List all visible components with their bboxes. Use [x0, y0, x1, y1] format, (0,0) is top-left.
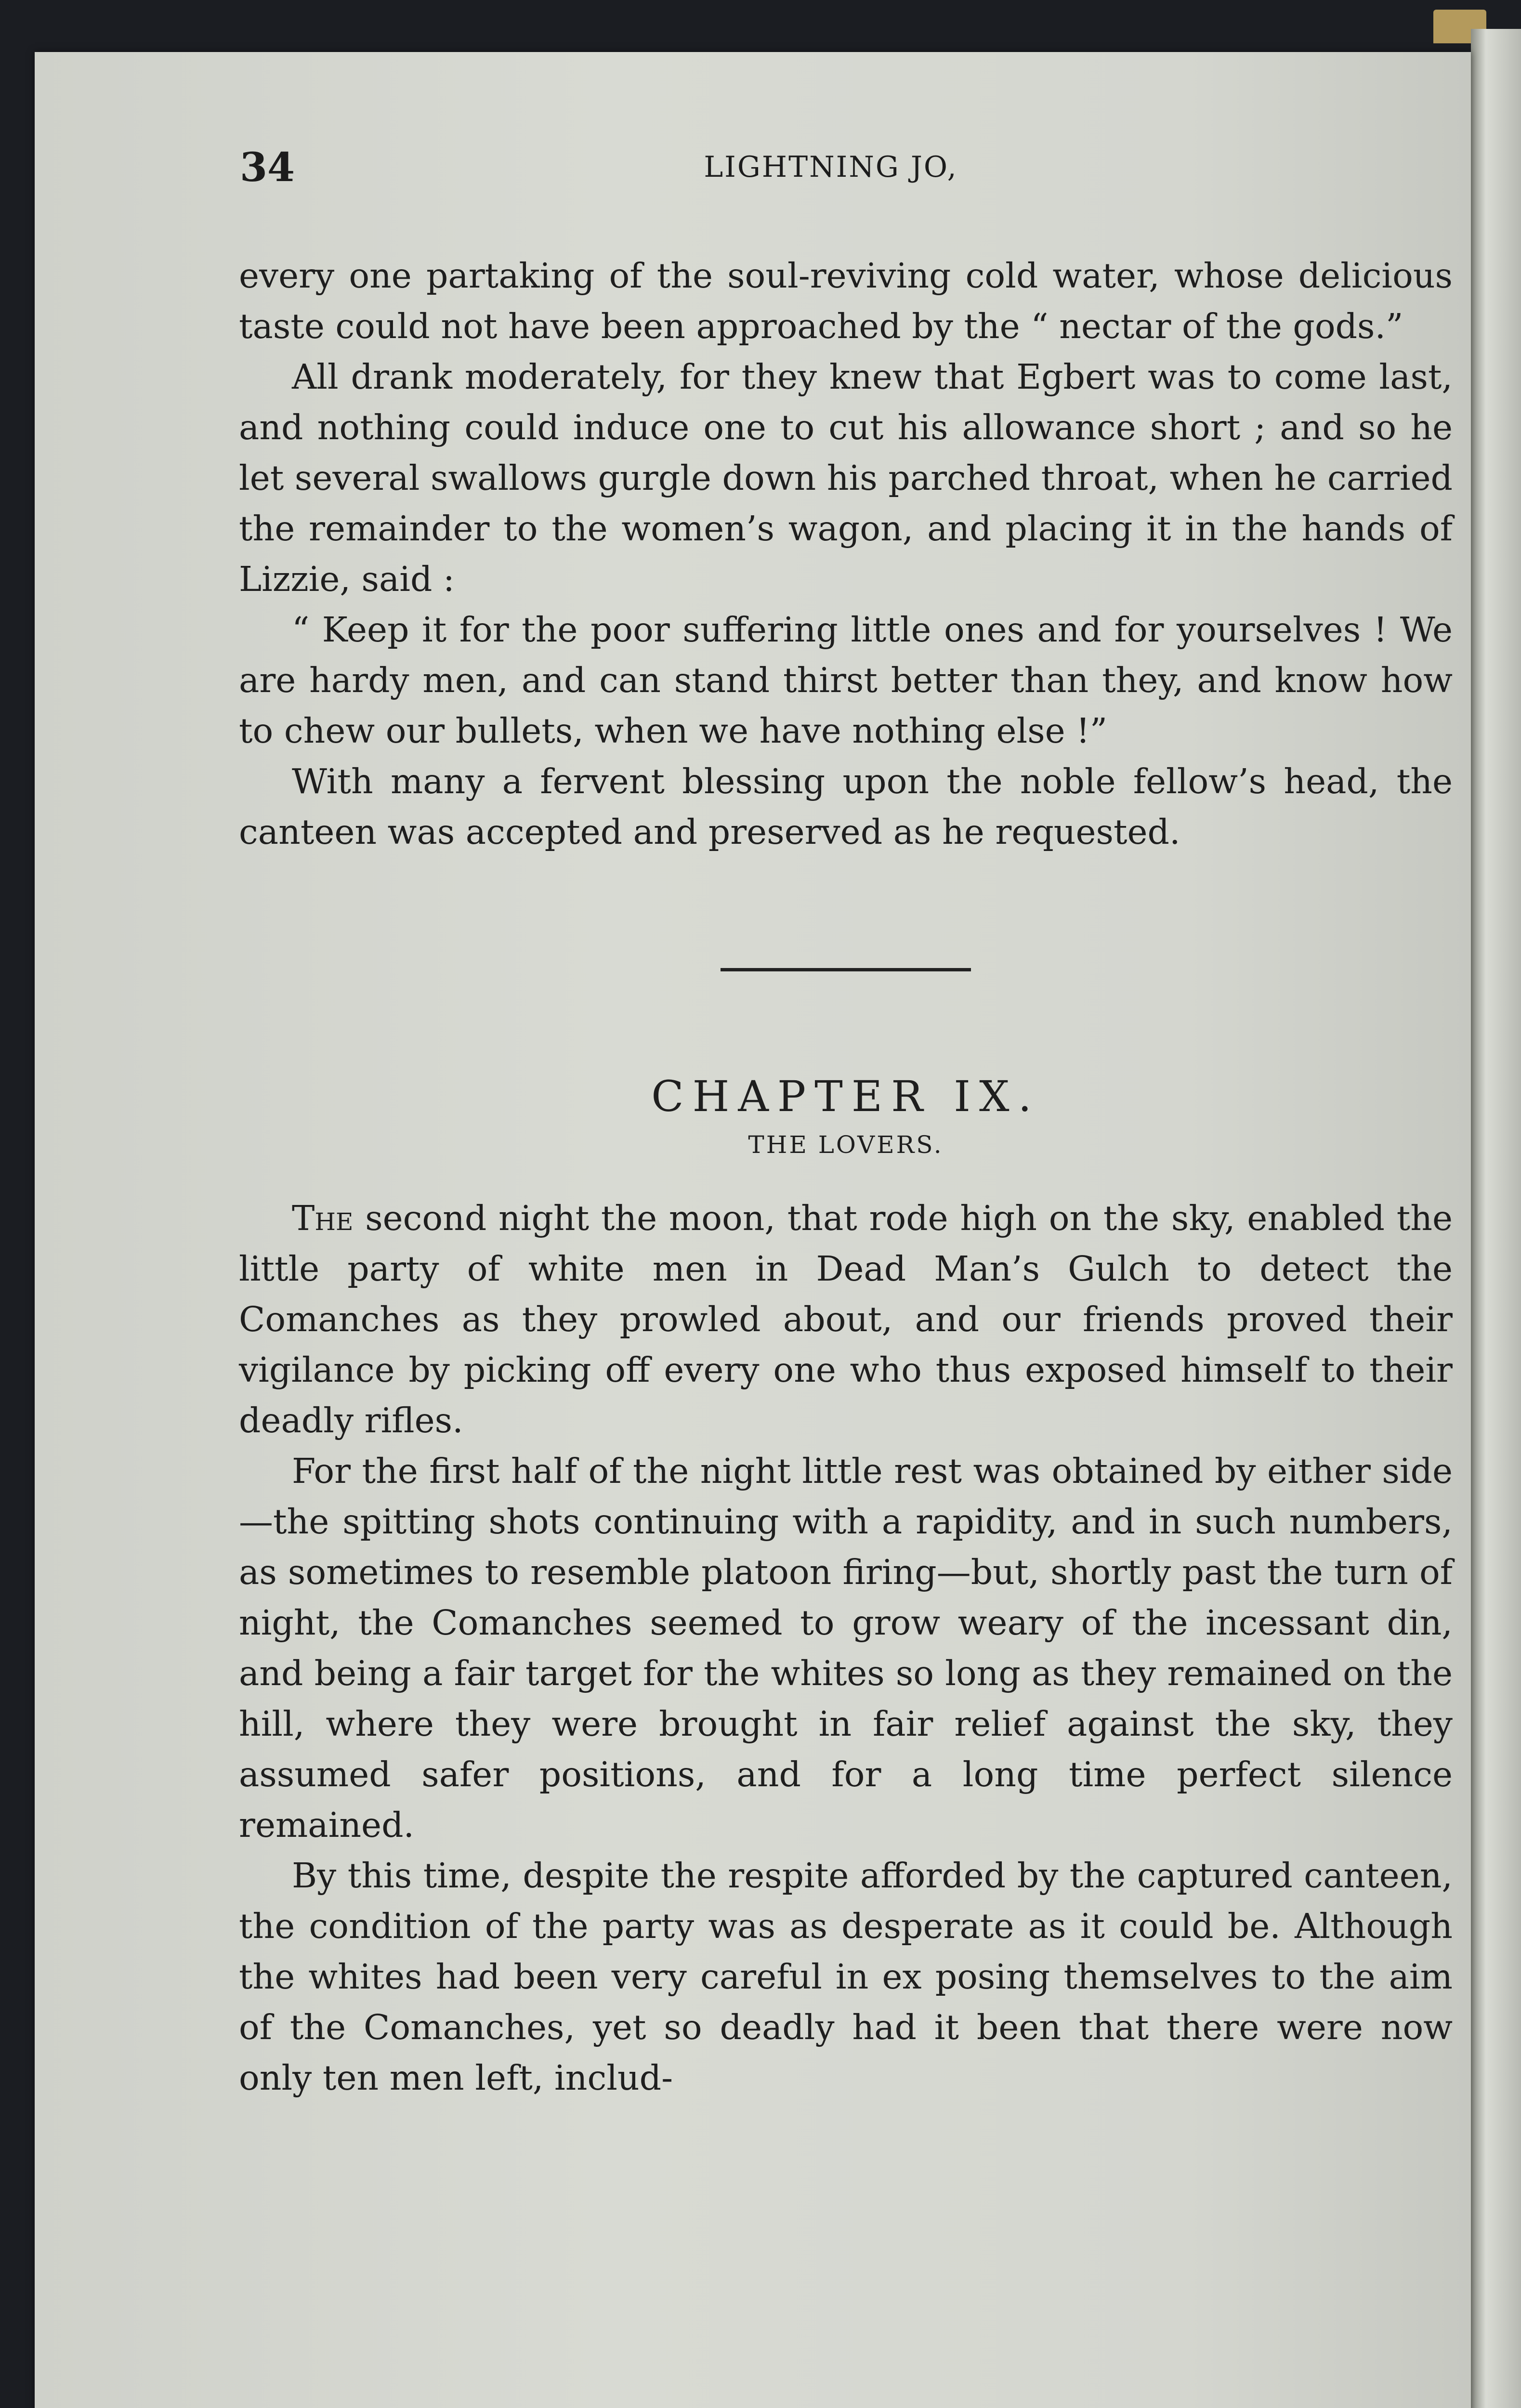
chapter-title: CHAPTER IX.	[651, 1072, 1040, 1121]
section-divider	[721, 968, 971, 971]
running-head: LIGHTNING JO,	[704, 150, 958, 184]
chapter-subtitle: THE LOVERS.	[748, 1131, 944, 1159]
paragraph: With many a fervent blessing upon the noble fellow’s head, the canteen was accepted and preserved as he requested.	[239, 761, 1453, 852]
paragraph-opening	[239, 1193, 1453, 1446]
paragraph-quote: “ Keep it for the poor suffering little ones and for yourselves ! We are hardy men, and can stand thirst better than they, and know how to chew our bullets, when we have nothing else !”	[239, 610, 1453, 751]
paragraph: For the first half of the night little rest was obtained by either side—the spitting shots continuing with a rapidity, and in such numbers, as sometimes to resemble platoon firing—but, shortly past the turn of night, the Comanches seemed to grow weary of the incessant din, and being a fair target for the whites so long as they remained on the hill, where they were brought in fair relief against the sky, they assumed safer positions, and for a long time perfect silence remained.	[239, 1451, 1453, 1845]
paragraph: By this time, despite the respite afforded by the captured canteen, the condition of the party was as desperate as it could be. Although the whites had been very careful in ex posing themselves to the aim of the Comanches, yet so deadly had it been that there were now only ten men left, includ-	[239, 1856, 1453, 2098]
opening-word: The	[292, 1198, 354, 1238]
page-header	[202, 144, 1459, 197]
text-block	[239, 250, 1453, 2103]
paragraph: All drank moderately, for they knew that Egbert was to come last, and nothing could induce one to cut his allowance short ; and so he let several swallows gurgle down his parched throat, when he carried the remainder to the women’s wagon, and placing it in the hands of Lizzie, said :	[239, 357, 1453, 599]
book-spine	[1471, 29, 1521, 2408]
page-number: 34	[240, 144, 295, 191]
opening-text: second night the moon, that rode high on the sky, enabled the little party of white men in Dead Man’s Gulch to detect the Comanches as they prowled about, and our friends proved their vigilance by picking off every one who thus exposed himself to their deadly rifles.	[239, 1198, 1453, 1440]
paragraph-continued: every one partaking of the soul-reviving cold water, whose delicious taste could not have been approached by the “ nectar of the gods.”	[239, 256, 1453, 346]
